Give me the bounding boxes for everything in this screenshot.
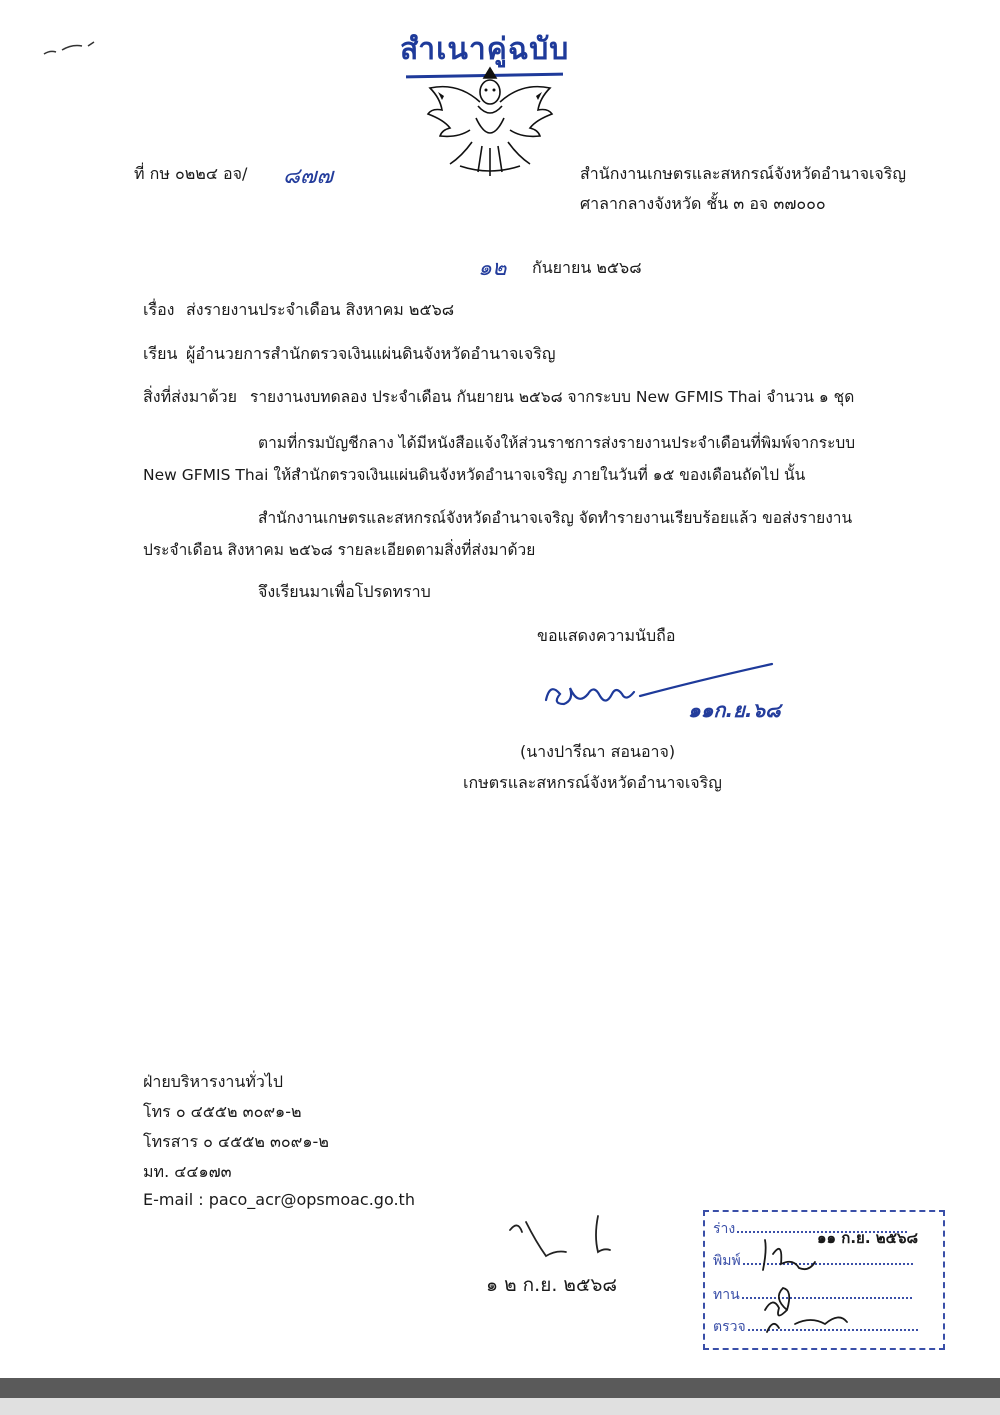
office-name: สำนักงานเกษตรและสหกรณ์จังหวัดอำนาจเจริญ — [580, 164, 907, 183]
scan-edge-margin — [0, 1398, 1000, 1415]
subject-text: ส่งรายงานประจำเดือน สิงหาคม ๒๕๖๘ — [186, 300, 455, 319]
office-address: ศาลากลางจังหวัด ชั้น ๓ อจ ๓๗๐๐๐ — [580, 194, 826, 213]
reference-prefix: ที่ กษ ๐๒๒๔ อจ/ — [134, 164, 248, 183]
date-month-year: กันยายน ๒๕๖๘ — [532, 258, 642, 277]
garuda-emblem-icon — [420, 62, 560, 182]
paragraph-1-line-1: ตามที่กรมบัญชีกลาง ได้มีหนังสือแจ้งให้ส่วนราชการส่งรายงานประจำเดือนที่พิมพ์จากระบบ — [258, 434, 856, 452]
closing-text: ขอแสดงความนับถือ — [537, 626, 676, 645]
document-control-stamp — [703, 1210, 945, 1350]
signatory-position: เกษตรและสหกรณ์จังหวัดอำนาจเจริญ — [463, 773, 722, 792]
scribble-mark — [40, 36, 100, 60]
paragraph-1-line-2: New GFMIS Thai ให้สำนักตรวจเงินแผ่นดินจังหวัดอำนาจเจริญ ภายในวันที่ ๑๕ ของเดือนถัดไป นั้น — [143, 466, 806, 484]
addressee-label: เรียน — [143, 344, 178, 363]
enclosure-text: รายงานงบทดลอง ประจำเดือน กันยายน ๒๕๖๘ จากระบบ New GFMIS Thai จำนวน ๑ ชุด — [250, 388, 855, 406]
control-draft-label: ร่าง — [713, 1221, 736, 1237]
paragraph-3: จึงเรียนมาเพื่อโปรดทราบ — [258, 582, 431, 601]
control-initials — [755, 1232, 935, 1342]
signatory-name: (นางปารีณา สอนอาจ) — [520, 742, 676, 761]
copy-stamp: สำเนาคู่ฉบับ — [400, 26, 569, 73]
control-print-label: พิมพ์ — [713, 1253, 741, 1269]
paragraph-2-line-2: ประจำเดือน สิงหาคม ๒๕๖๘ รายละเอียดตามสิ่งที่ส่งมาด้วย — [143, 541, 536, 559]
control-check-label: ตรวจ — [713, 1319, 746, 1335]
received-date-stamp: ๑ ๒ ก.ย. ๒๕๖๘ — [486, 1274, 618, 1296]
footer-phone: โทร ๐ ๔๕๕๒ ๓๐๙๑-๒ — [143, 1102, 302, 1121]
scan-edge-bar — [0, 1378, 1000, 1398]
footer-email: E-mail : paco_acr@opsmoac.go.th — [143, 1190, 415, 1209]
signature-date-handwritten: ๑๑ก.ย.๖๘ — [688, 698, 781, 722]
paragraph-2-line-1: สำนักงานเกษตรและสหกรณ์จังหวัดอำนาจเจริญ จัดทำรายงานเรียบร้อยแล้ว ขอส่งรายงาน — [258, 509, 853, 527]
enclosure-label: สิ่งที่ส่งมาด้วย — [143, 387, 237, 406]
control-review-label: ทาน — [713, 1287, 740, 1303]
reference-number-handwritten: ๘๗๗ — [283, 164, 334, 189]
addressee-text: ผู้อำนวยการสำนักตรวจเงินแผ่นดินจังหวัดอำนาจเจริญ — [186, 344, 556, 363]
date-day-handwritten: ๑๒ — [478, 256, 507, 281]
initial-mark — [500, 1212, 620, 1262]
footer-division: ฝ่ายบริหารงานทั่วไป — [143, 1072, 284, 1091]
subject-label: เรื่อง — [143, 300, 175, 319]
footer-mt: มท. ๔๔๑๗๓ — [143, 1162, 232, 1181]
control-box-date: ๑๑ ก.ย. ๒๕๖๘ — [817, 1229, 919, 1247]
footer-fax: โทรสาร ๐ ๔๕๕๒ ๓๐๙๑-๒ — [143, 1132, 329, 1151]
